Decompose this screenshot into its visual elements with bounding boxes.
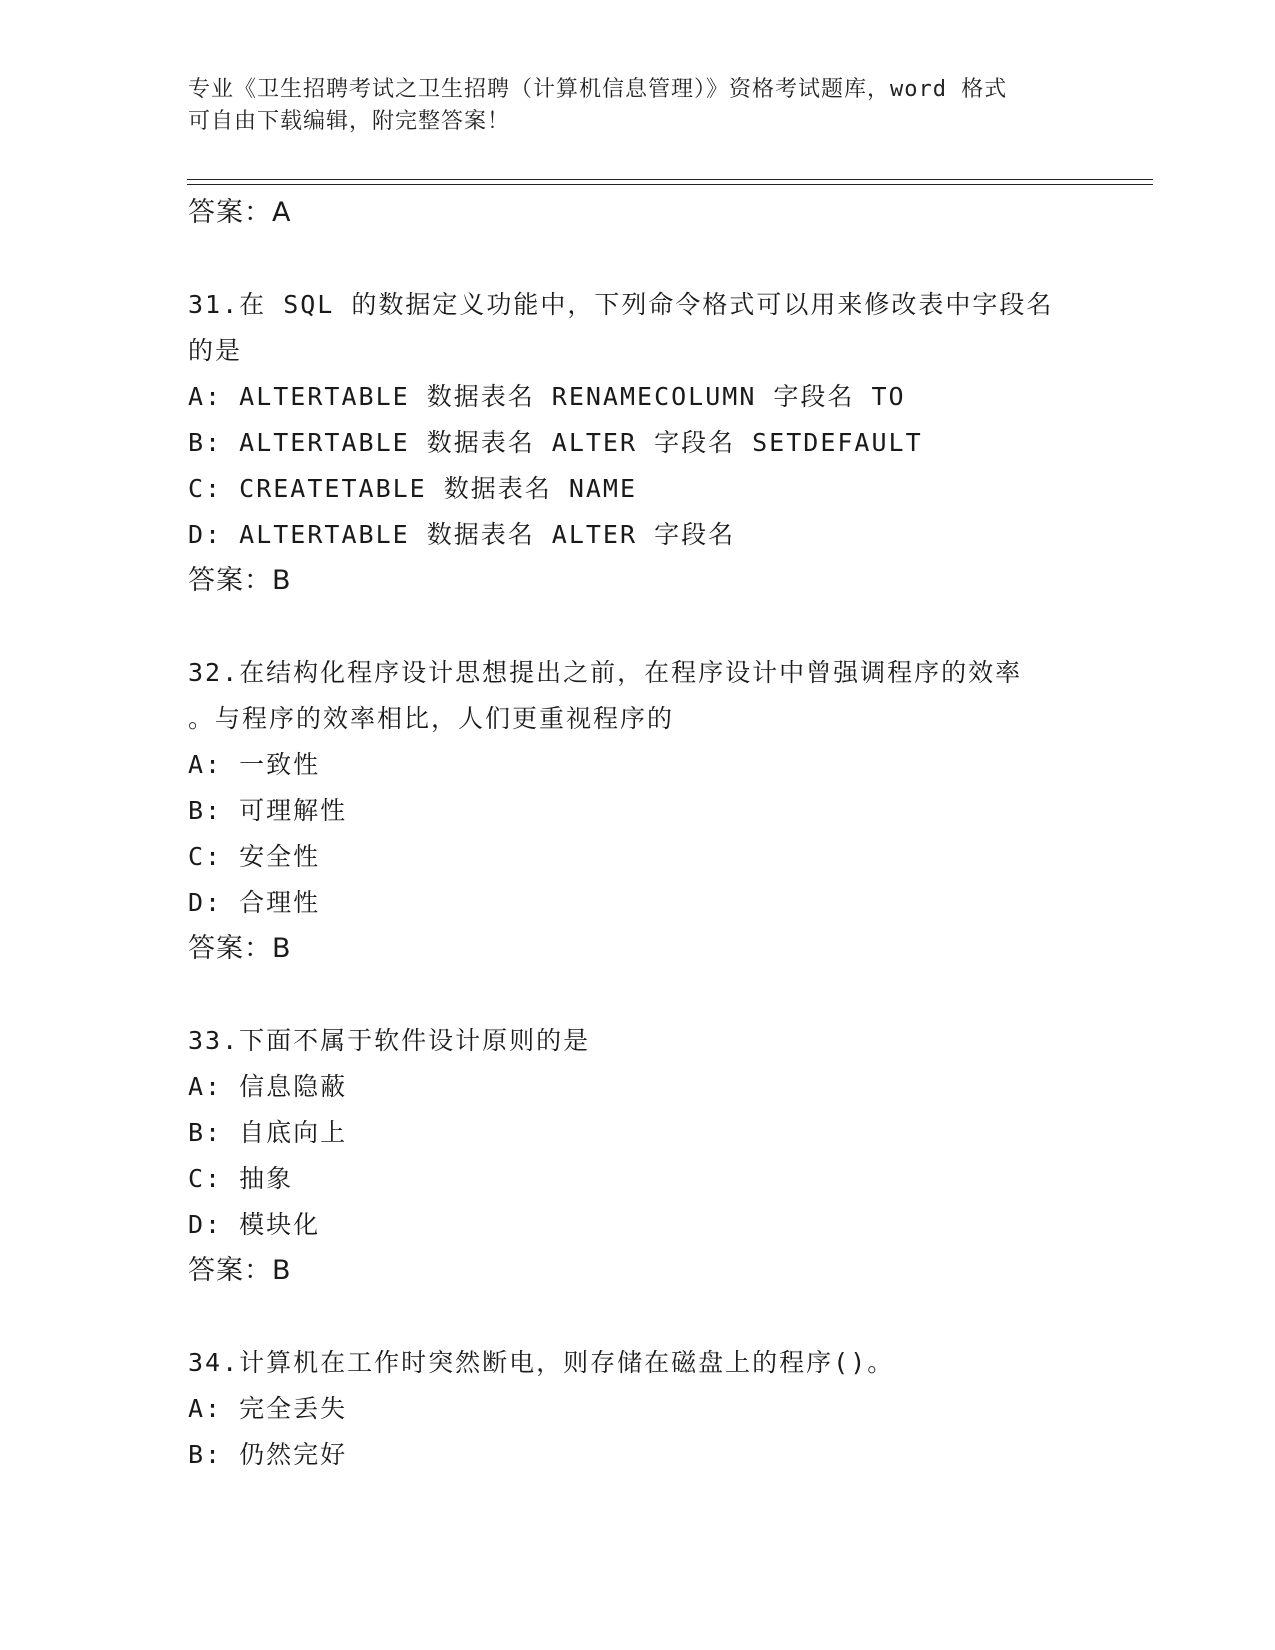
spacer — [188, 604, 1088, 650]
option-c: C: 抽象 — [188, 1164, 294, 1193]
question-list — [188, 190, 1088, 1478]
option-b: B: 可理解性 — [188, 796, 348, 825]
spacer — [188, 972, 1088, 1018]
spacer — [188, 1294, 1088, 1340]
option-d: D: 模块化 — [188, 1210, 321, 1239]
option-b: B: 自底向上 — [188, 1118, 348, 1147]
question-34 — [188, 1340, 1088, 1478]
question-32 — [188, 650, 1088, 972]
question-text-line: 。与程序的效率相比，人们更重视程序的 — [188, 704, 675, 733]
question-text-line: 的是 — [188, 336, 243, 365]
option-a: A: 一致性 — [188, 750, 321, 779]
answer: 答案：B — [188, 933, 292, 964]
header-line-1: 专业《卫生招聘考试之卫生招聘（计算机信息管理）》资格考试题库，word 格式 — [188, 77, 1008, 102]
option-c: C: CREATETABLE 数据表名 NAME — [188, 474, 638, 503]
header-line-2: 可自由下载编辑，附完整答案！ — [188, 109, 511, 134]
spacer — [188, 236, 1088, 282]
answer: 答案：B — [188, 1255, 292, 1286]
answer: 答案：B — [188, 565, 292, 596]
option-d: D: 合理性 — [188, 888, 321, 917]
document-header — [188, 74, 1068, 138]
option-a: A: ALTERTABLE 数据表名 RENAMECOLUMN 字段名 TO — [188, 382, 906, 411]
question-text-line: 34.计算机在工作时突然断电，则存储在磁盘上的程序()。 — [188, 1348, 895, 1377]
previous-answer: 答案：A — [188, 197, 292, 228]
header-rule-top — [187, 179, 1153, 180]
question-text-line: 33.下面不属于软件设计原则的是 — [188, 1026, 591, 1055]
question-31 — [188, 282, 1088, 604]
header-rule-bottom — [187, 184, 1153, 185]
option-b: B: ALTERTABLE 数据表名 ALTER 字段名 SETDEFAULT — [188, 428, 923, 457]
question-text-line: 32.在结构化程序设计思想提出之前，在程序设计中曾强调程序的效率 — [188, 658, 1023, 687]
option-d: D: ALTERTABLE 数据表名 ALTER 字段名 — [188, 520, 736, 549]
option-b: B: 仍然完好 — [188, 1440, 348, 1469]
question-text-line: 31.在 SQL 的数据定义功能中，下列命令格式可以用来修改表中字段名 — [188, 290, 1054, 319]
option-a: A: 信息隐蔽 — [188, 1072, 348, 1101]
question-33 — [188, 1018, 1088, 1294]
option-a: A: 完全丢失 — [188, 1394, 348, 1423]
option-c: C: 安全性 — [188, 842, 321, 871]
